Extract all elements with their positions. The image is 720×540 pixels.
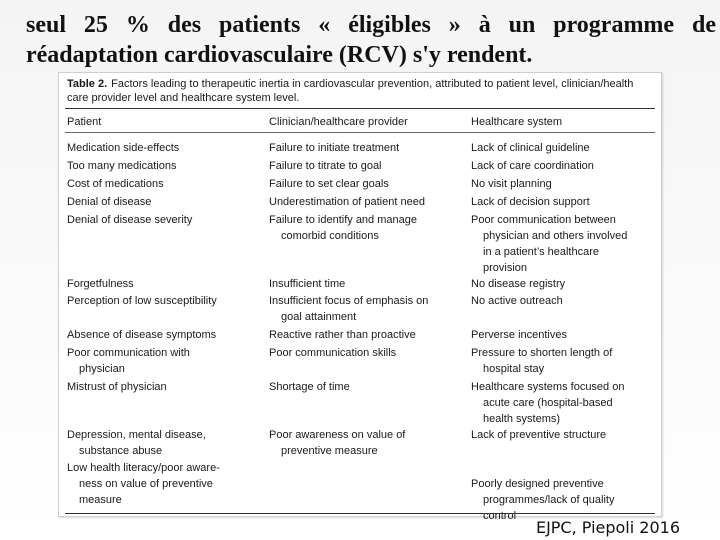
- header-healthcare-system: Healthcare system: [471, 116, 563, 128]
- table-caption: [67, 77, 655, 105]
- patient-cell: Perception of low susceptibility: [67, 295, 217, 307]
- system-cell: [471, 476, 657, 524]
- patient-cell: Mistrust of physician: [67, 381, 167, 393]
- clinician-cell: [269, 293, 465, 325]
- system-cell: [471, 212, 657, 276]
- system-cell-line: provision: [483, 262, 528, 274]
- system-cell-line: in a patient’s healthcare: [483, 246, 599, 258]
- clinician-cell-line: comorbid conditions: [281, 230, 379, 242]
- bottom-rule: [65, 513, 655, 514]
- system-cell-line: health systems): [483, 413, 561, 425]
- system-cell-line: Pressure to shorten length of: [471, 347, 613, 359]
- patient-cell: Medication side-effects: [67, 142, 180, 154]
- clinician-cell: Reactive rather than proactive: [269, 329, 416, 341]
- caption-label: Table 2.: [67, 78, 108, 90]
- system-cell: [471, 379, 657, 427]
- system-cell: Lack of decision support: [471, 196, 590, 208]
- header-rule: [65, 132, 655, 133]
- system-cell-line: programmes/lack of quality: [483, 494, 615, 506]
- system-cell: No visit planning: [471, 178, 552, 190]
- patient-cell: [67, 345, 263, 377]
- patient-cell: Too many medications: [67, 160, 177, 172]
- clinician-cell: Failure to set clear goals: [269, 178, 389, 190]
- slide-heading: [26, 10, 716, 70]
- patient-cell-line: Poor communication with: [67, 347, 190, 359]
- patient-cell-line: Low health literacy/poor aware-: [67, 462, 220, 474]
- system-cell: Lack of care coordination: [471, 160, 594, 172]
- clinician-cell: Insufficient time: [269, 278, 346, 290]
- patient-cell-line: measure: [79, 494, 122, 506]
- system-cell: [471, 345, 657, 377]
- system-cell-line: acute care (hospital-based: [483, 397, 613, 409]
- clinician-cell-line: Failure to identify and manage: [269, 214, 417, 226]
- source-credit: EJPC, Piepoli 2016: [535, 518, 680, 537]
- clinician-cell: Underestimation of patient need: [269, 196, 425, 208]
- system-cell: No active outreach: [471, 295, 563, 307]
- clinician-cell: Failure to initiate treatment: [269, 142, 400, 154]
- system-cell: Lack of preventive structure: [471, 429, 607, 441]
- patient-cell: [67, 460, 263, 508]
- patient-cell: Denial of disease: [67, 196, 152, 208]
- patient-cell: Denial of disease severity: [67, 214, 193, 226]
- system-cell-line: Poorly designed preventive: [471, 478, 604, 490]
- system-cell-line: control: [483, 510, 517, 522]
- system-cell-line: hospital stay: [483, 363, 545, 375]
- clinician-cell: [269, 212, 465, 244]
- clinician-cell: Poor communication skills: [269, 347, 397, 359]
- system-cell-line: Healthcare systems focused on: [471, 381, 625, 393]
- patient-cell-line: substance abuse: [79, 445, 163, 457]
- patient-cell-line: physician: [79, 363, 125, 375]
- patient-cell-line: ness on value of preventive: [79, 478, 213, 490]
- clinician-cell-line: goal attainment: [281, 311, 357, 323]
- heading-line-2: réadaptation cardiovasculaire (RCV) s'y rendent.: [26, 42, 533, 68]
- patient-cell: [67, 427, 263, 459]
- heading-line-1: seul 25 % des patients « éligibles » à un programme de: [26, 12, 716, 38]
- header-patient: Patient: [67, 116, 102, 128]
- system-cell: No disease registry: [471, 278, 566, 290]
- patient-cell: Cost of medications: [67, 178, 164, 190]
- header-clinician: Clinician/healthcare provider: [269, 116, 408, 128]
- system-cell: Perverse incentives: [471, 329, 567, 341]
- system-cell-line: Poor communication between: [471, 214, 616, 226]
- system-cell-line: physician and others involved: [483, 230, 628, 242]
- system-cell: Lack of clinical guideline: [471, 142, 590, 154]
- table-figure: [58, 72, 662, 522]
- clinician-cell-line: Poor awareness on value of: [269, 429, 406, 441]
- clinician-cell-line: preventive measure: [281, 445, 378, 457]
- top-rule: [65, 108, 655, 109]
- clinician-cell: [269, 427, 465, 459]
- patient-cell: Forgetfulness: [67, 278, 134, 290]
- caption-text: Factors leading to therapeutic inertia in cardiovascular prevention, attributed to patient level, clinician/health care provider level and healthcare system level.: [67, 78, 634, 104]
- clinician-cell: Failure to titrate to goal: [269, 160, 382, 172]
- clinician-cell-line: Insufficient focus of emphasis on: [269, 295, 429, 307]
- patient-cell: Absence of disease symptoms: [67, 329, 217, 341]
- clinician-cell: Shortage of time: [269, 381, 350, 393]
- patient-cell-line: Depression, mental disease,: [67, 429, 206, 441]
